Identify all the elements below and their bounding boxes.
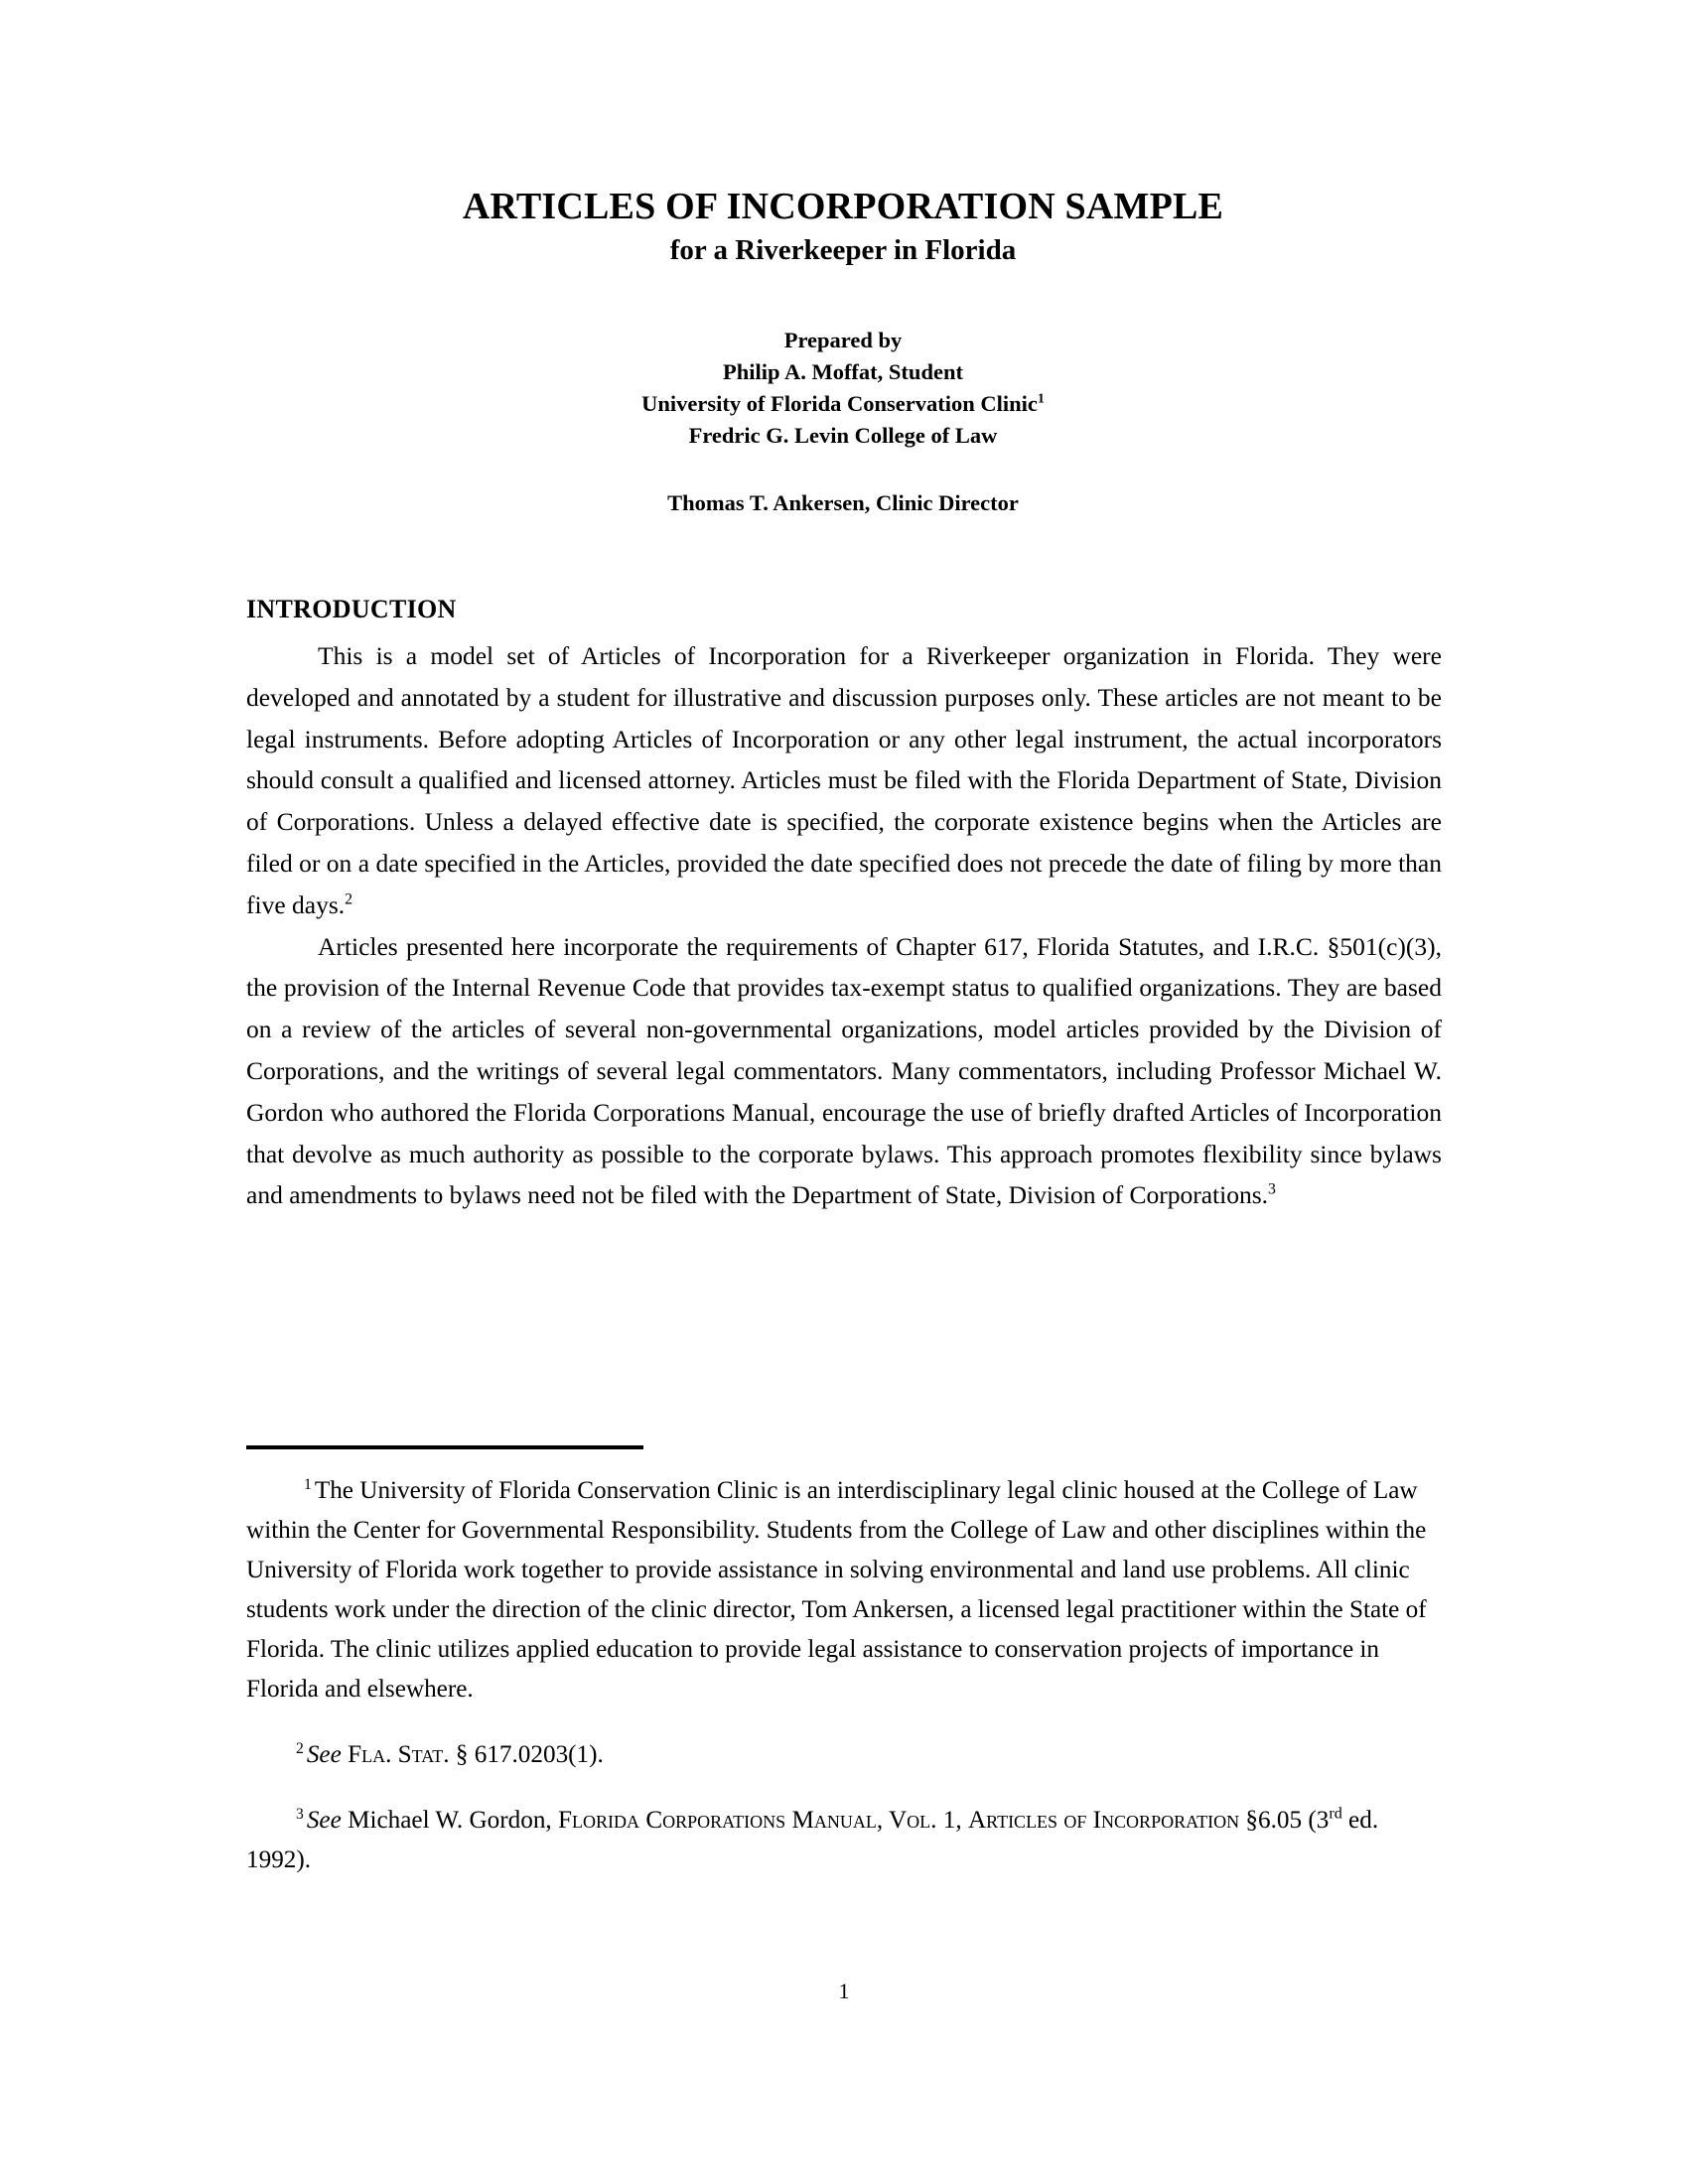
footnote-3-ordinal: rd bbox=[1329, 1805, 1342, 1823]
page-title: ARTICLES OF INCORPORATION SAMPLE bbox=[462, 186, 1224, 227]
paragraph-1 bbox=[246, 635, 1442, 926]
footnote-2 bbox=[246, 1735, 1433, 1775]
director-block bbox=[246, 490, 1440, 516]
affiliation-text: University of Florida Conservation Clinic bbox=[641, 390, 1038, 416]
footnote-3-work: Florida Corporations Manual, Vol. 1, bbox=[558, 1807, 962, 1834]
footnote-number-1: 1 bbox=[304, 1475, 312, 1493]
footnote-marker-1: 1 bbox=[1037, 391, 1045, 407]
prepared-by-block bbox=[246, 325, 1440, 452]
footnote-marker-2: 2 bbox=[345, 890, 353, 908]
footnote-1-text: The University of Florida Conservation Clinic is an interdisciplinary legal clinic housed at the College of Law within the Center for Governmental Responsibility. Students from the College of Law and other disciplines within the University of Florida work together to provide assistance in solving environmental and land use problems. All clinic students work under the direction of the clinic director, Tom Ankersen, a licensed legal practitioner within the State of Florida. The clinic utilizes applied education to provide legal assistance to conservation projects of importance in Florida and elsewhere. bbox=[246, 1477, 1427, 1703]
footnote-number-3: 3 bbox=[296, 1805, 304, 1823]
footnote-3 bbox=[246, 1801, 1433, 1880]
footnote-2-source: Fla. Stat. bbox=[348, 1741, 450, 1768]
title-block bbox=[246, 187, 1440, 267]
page-number: 1 bbox=[838, 1979, 850, 2003]
paragraph-2 bbox=[246, 926, 1442, 1217]
footnote-2-citation: § 617.0203(1). bbox=[455, 1741, 604, 1768]
body-column bbox=[246, 635, 1442, 1216]
footnote-1 bbox=[246, 1471, 1433, 1709]
director-name: Thomas T. Ankersen, Clinic Director bbox=[667, 490, 1019, 515]
footnote-3-author: Michael W. Gordon, bbox=[348, 1807, 552, 1834]
footnote-column bbox=[246, 1471, 1433, 1880]
footnote-3-section-title: Articles of Incorporation bbox=[967, 1807, 1240, 1834]
footnote-3-edition: ed. 1992). bbox=[246, 1807, 1379, 1873]
footnote-3-signal: See bbox=[306, 1807, 342, 1834]
footnote-number-2: 2 bbox=[296, 1739, 304, 1757]
section-heading-introduction: INTRODUCTION bbox=[246, 595, 457, 623]
college-name: Fredric G. Levin College of Law bbox=[688, 422, 998, 448]
prepared-by-label: Prepared by bbox=[783, 328, 903, 352]
footnote-3-section-number: §6.05 (3 bbox=[1245, 1807, 1330, 1834]
page-subtitle: for a Riverkeeper in Florida bbox=[669, 234, 1017, 267]
footnote-separator-rule bbox=[246, 1445, 643, 1449]
affiliation-line bbox=[246, 388, 1440, 420]
paragraph-2-text: Articles presented here incorporate the requirements of Chapter 617, Florida Statutes, and I.R.C. §501(c)(3), the provision of the Internal Revenue Code that provides tax-exempt status to qualified organizations. They are based on a review of the articles of several non-governmental organizations, model articles provided by the Division of Corporations, and the writings of several legal commentators. Many commentators, including Professor Michael W. Gordon who authored the Florida Corporations Manual, encourage the use of briefly drafted Articles of Incorporation that devolve as much authority as possible to the corporate bylaws. This approach promotes flexibility since bylaws and amendments to bylaws need not be filed with the Department of State, Division of Corporations. bbox=[246, 931, 1442, 1210]
footnote-2-signal: See bbox=[306, 1741, 342, 1768]
footnote-marker-3: 3 bbox=[1268, 1180, 1276, 1198]
paragraph-1-text: This is a model set of Articles of Incorporation for a Riverkeeper organization in Florida. They were developed and annotated by a student for illustrative and discussion purposes only. These articles are not meant to be legal instruments. Before adopting Articles of Incorporation or any other legal instrument, the actual incorporators should consult a qualified and licensed attorney. Articles must be filed with the Florida Department of State, Division of Corporations. Unless a delayed effective date is specified, the corporate existence begins when the Articles are filed or on a date specified in the Articles, provided the date specified does not precede the date of filing by more than five days. bbox=[246, 641, 1442, 919]
author-name: Philip A. Moffat, Student bbox=[723, 358, 963, 384]
